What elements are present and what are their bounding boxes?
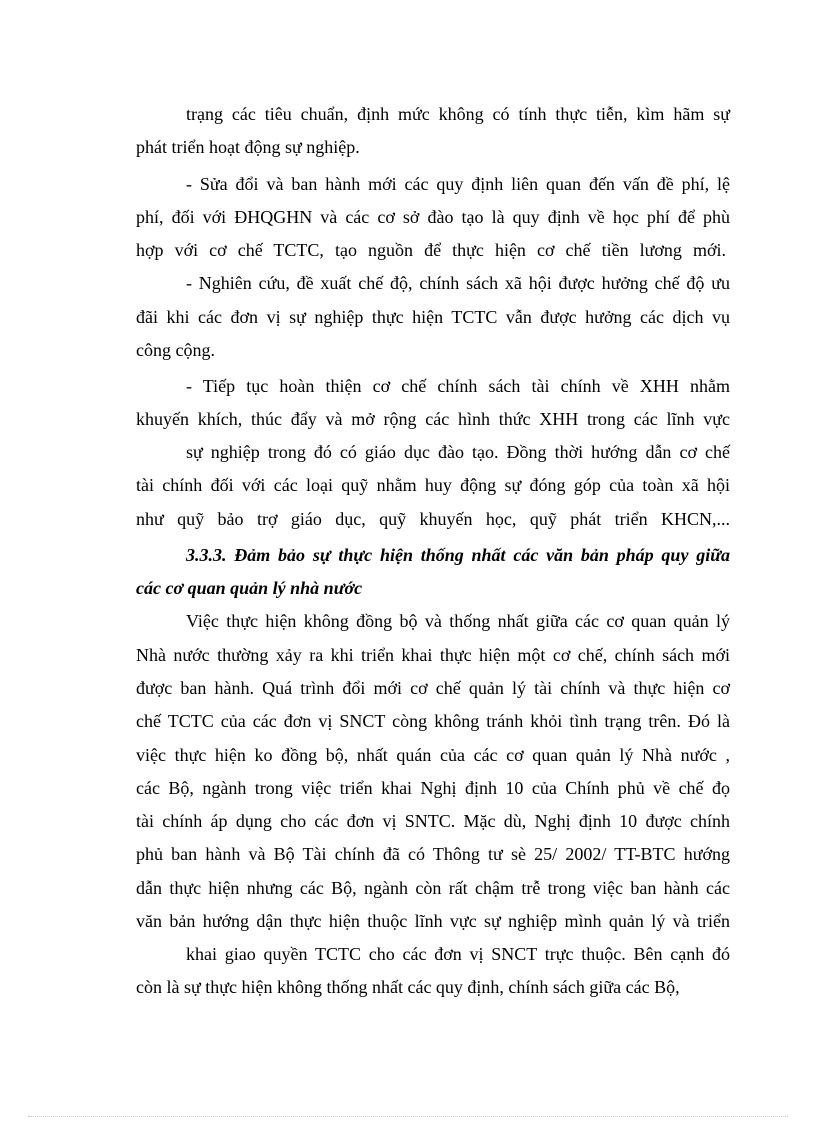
paragraph-line: các Bộ, ngành trong việc triển khai Nghị định 10 của Chính phủ về chế đọ xyxy=(136,778,730,798)
paragraph-line: tài chính áp dụng cho các đơn vị SNTC. Mặc dù, Nghị định 10 được chính xyxy=(136,811,730,831)
paragraph-line: chế TCTC của các đơn vị SNCT còng không tránh khỏi tình trạng trên. Đó là xyxy=(136,711,730,731)
paragraph-line: còn là sự thực hiện không thống nhất các quy định, chính sách giữa các Bộ, xyxy=(136,977,680,997)
paragraph-line: như quỹ bảo trợ giáo dục, quỹ khuyến học, quỹ phát triển KHCN,... xyxy=(136,509,730,529)
paragraph-line: khai giao quyền TCTC cho các đơn vị SNCT trực thuộc. Bên cạnh đó xyxy=(186,944,730,964)
page-bottom-rule xyxy=(28,1116,788,1117)
paragraph-line: - Nghiên cứu, đề xuất chế độ, chính sách xã hội được hưởng chế độ ưu xyxy=(186,273,730,293)
paragraph-line: khuyến khích, thúc đẩy và mở rộng các hình thức XHH trong các lĩnh vực xyxy=(136,409,730,429)
paragraph-line: trạng các tiêu chuẩn, định mức không có tính thực tiễn, kìm hãm sự xyxy=(186,104,730,124)
paragraph-line: Nhà nước thường xảy ra khi triển khai thực hiện một cơ chế, chính sách mới xyxy=(136,645,730,665)
section-heading: các cơ quan quản lý nhà nước xyxy=(136,578,363,598)
paragraph-line: công cộng. xyxy=(136,340,215,360)
paragraph-line: - Tiếp tục hoàn thiện cơ chế chính sách tài chính về XHH nhằm xyxy=(186,376,730,396)
paragraph-line: phát triển hoạt động sự nghiệp. xyxy=(136,137,360,157)
paragraph-line: được ban hành. Quá trình đổi mới cơ chế quản lý tài chính và thực hiện cơ xyxy=(136,678,730,698)
paragraph-line: văn bản hướng dận thực hiện thuộc lĩnh vực sự nghiệp mình quản lý và triển xyxy=(136,911,730,931)
paragraph-line: hợp với cơ chế TCTC, tạo nguồn để thực hiện cơ chế tiền lương mới. xyxy=(136,240,726,260)
paragraph-line: sự nghiệp trong đó có giáo dục đào tạo. Đồng thời hướng dẫn cơ chế xyxy=(186,442,730,462)
paragraph-line: phủ ban hành và Bộ Tài chính đã có Thông tư sè 25/ 2002/ TT-BTC hướng xyxy=(136,844,730,864)
paragraph-line: - Sửa đổi và ban hành mới các quy định liên quan đến vấn đề phí, lệ xyxy=(186,174,730,194)
paragraph-line: đãi khi các đơn vị sự nghiệp thực hiện TCTC vẫn được hưởng các dịch vụ xyxy=(136,307,730,327)
paragraph-line: dẫn thực hiện nhưng các Bộ, ngành còn rất chậm trễ trong việc ban hành các xyxy=(136,878,730,898)
section-heading: 3.3.3. Đảm bảo sự thực hiện thống nhất các văn bản pháp quy giữa xyxy=(186,545,730,565)
paragraph-line: tài chính đối với các loại quỹ nhằm huy động sự đóng góp của toàn xã hội xyxy=(136,475,730,495)
paragraph-line: Việc thực hiện không đồng bộ và thống nhất giữa các cơ quan quản lý xyxy=(186,611,730,631)
paragraph-line: việc thực hiện ko đồng bộ, nhất quán của các cơ quan quản lý Nhà nước , xyxy=(136,745,730,765)
paragraph-line: phí, đối với ĐHQGHN và các cơ sở đào tạo là quy định về học phí để phù xyxy=(136,207,730,227)
